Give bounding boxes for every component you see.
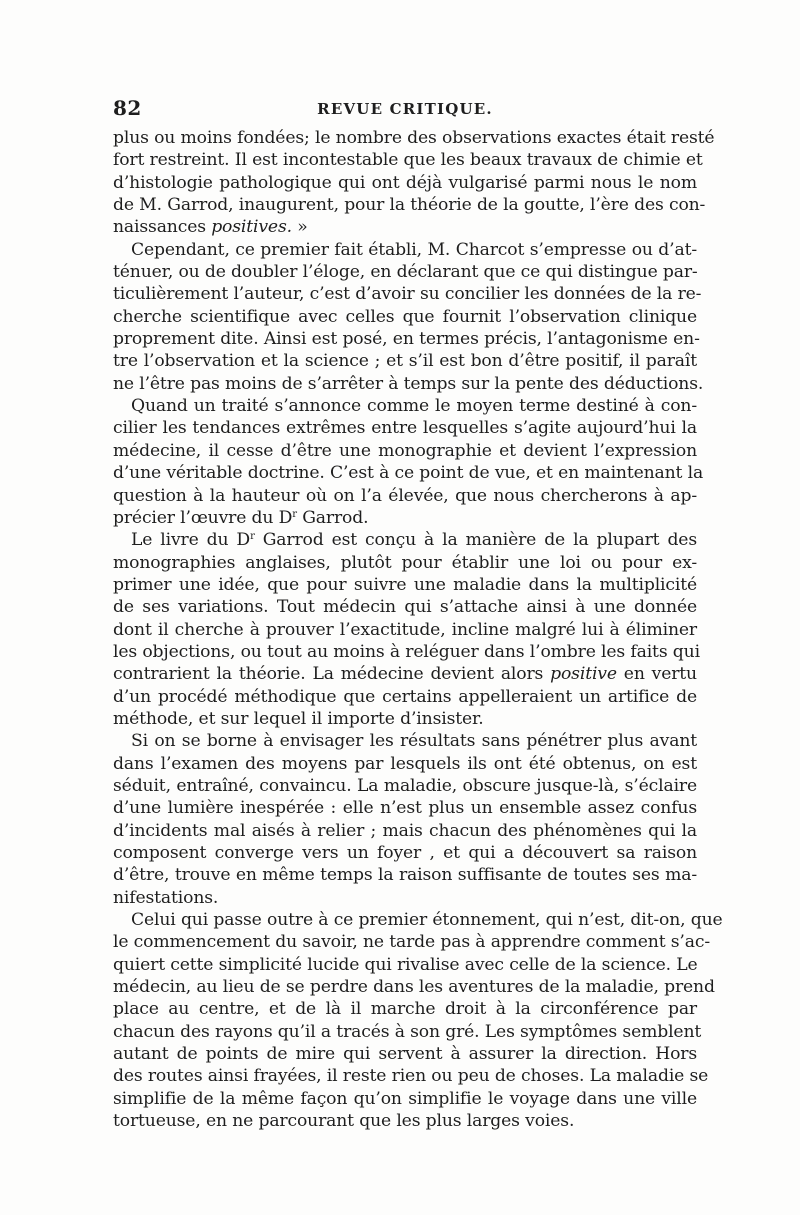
- text-line: autant de points de mire qui servent à assurer la direction. Hors: [113, 1044, 697, 1065]
- text-line: question à la hauteur où on l’a élevée, que nous chercherons à ap-: [113, 485, 697, 506]
- text-line: chacun des rayons qu’il a tracés à son gré. Les symptômes semblent: [113, 1021, 702, 1042]
- text-line: d’un procédé méthodique que certains appelleraient un artifice de: [113, 686, 697, 707]
- text-line: médecin, au lieu de se perdre dans les aventures de la maladie, prend: [113, 977, 715, 998]
- paragraph-6: [113, 909, 723, 1132]
- text-line: ténuer, ou de doubler l’éloge, en déclarant que ce qui distingue par-: [113, 262, 698, 283]
- text-line: proprement dite. Ainsi est posé, en termes précis, l’antagonisme en-: [113, 329, 700, 350]
- text-line: dont il cherche à prouver l’exactitude, incline malgré lui à éliminer: [113, 619, 697, 640]
- paragraph-1: [113, 127, 715, 239]
- text-line: Si on se borne à envisager les résultats sans pénétrer plus avant: [131, 731, 697, 752]
- text-line: ne l’être pas moins de s’arrêter à temps sur la pente des déductions.: [113, 373, 704, 394]
- text-line: Quand un traité s’annonce comme le moyen terme destiné à con-: [131, 396, 697, 417]
- text-line: dans l’examen des moyens par lesquels ils ont été obtenus, on est: [113, 753, 697, 774]
- paragraph-3: [113, 395, 704, 529]
- page-header: [113, 96, 697, 128]
- text-line: de M. Garrod, inaugurent, pour la théorie de la goutte, l’ère des con-: [113, 195, 706, 216]
- text-line: quiert cette simplicité lucide qui rivalise avec celle de la science. Le: [113, 954, 698, 975]
- text-line: Celui qui passe outre à ce premier étonnement, qui n’est, dit-on, que: [131, 910, 723, 931]
- text-line: tre l’observation et la science ; et s’il est bon d’être positif, il paraît: [113, 351, 697, 372]
- text-line: Cependant, ce premier fait établi, M. Charcot s’empresse ou d’at-: [131, 239, 697, 260]
- text-line: primer une idée, que pour suivre une maladie dans la multiplicité: [113, 574, 697, 595]
- text-line: médecine, il cesse d’être une monographie et devient l’expression: [113, 440, 697, 461]
- running-title: REVUE CRITIQUE.: [317, 100, 493, 118]
- text-line: Le livre du $D^r$ Garrod est conçu à la manière de la plupart des: [131, 530, 697, 551]
- text-line: naissances positives. »: [113, 217, 308, 238]
- text-line: contrarient la théorie. La médecine devient alors positive en vertu: [113, 664, 697, 685]
- text-line: séduit, entraîné, convaincu. La maladie, obscure jusque-là, s’éclaire: [113, 775, 697, 796]
- text-line: monographies anglaises, plutôt pour établir une loi ou pour ex-: [113, 552, 697, 573]
- text-line: composent converge vers un foyer , et qui a découvert sa raison: [113, 843, 697, 863]
- text-line: nifestations.: [113, 887, 219, 908]
- paragraph-2: [113, 239, 704, 395]
- text-line: ticulièrement l’auteur, c’est d’avoir su concilier les données de la re-: [113, 284, 702, 305]
- paragraph-5: [113, 730, 697, 909]
- text-line: de ses variations. Tout médecin qui s’attache ainsi à une donnée: [113, 597, 697, 618]
- text-line: cherche scientifique avec celles que fournit l’observation clinique: [113, 306, 697, 327]
- text-line: place au centre, et de là il marche droit à la circonférence par: [113, 999, 697, 1020]
- text-line: simplifie de la même façon qu’on simplifie le voyage dans une ville: [113, 1088, 697, 1109]
- text-line: d’une véritable doctrine. C’est à ce point de vue, et en maintenant la: [113, 463, 704, 484]
- text-line: d’histologie pathologique qui ont déjà vulgarisé parmi nous le nom: [113, 172, 697, 193]
- text-line: d’une lumière inespérée : elle n’est plus un ensemble assez confus: [113, 798, 697, 819]
- paragraph-4: [113, 529, 700, 730]
- text-line: précier l’œuvre du $D^r$ Garrod.: [113, 507, 369, 528]
- text-line: le commencement du savoir, ne tarde pas à apprendre comment s’ac-: [113, 932, 710, 953]
- page-number: 82: [113, 96, 142, 120]
- text-line: cilier les tendances extrêmes entre lesquelles s’agite aujourd’hui la: [113, 418, 697, 439]
- text-line: méthode, et sur lequel il importe d’insister.: [113, 708, 484, 729]
- text-line: tortueuse, en ne parcourant que les plus larges voies.: [113, 1111, 575, 1132]
- text-line: fort restreint. Il est incontestable que les beaux travaux de chimie et: [113, 150, 703, 171]
- text-line: les objections, ou tout au moins à reléguer dans l’ombre les faits qui: [113, 641, 700, 662]
- text-line: d’incidents mal aisés à relier ; mais chacun des phénomènes qui la: [113, 820, 697, 841]
- text-line: des routes ainsi frayées, il reste rien ou peu de choses. La maladie se: [113, 1066, 709, 1087]
- body-text: [113, 127, 723, 1132]
- text-line: d’être, trouve en même temps la raison suffisante de toutes ses ma-: [113, 865, 697, 886]
- text-line: plus ou moins fondées; le nombre des observations exactes était resté: [113, 128, 715, 148]
